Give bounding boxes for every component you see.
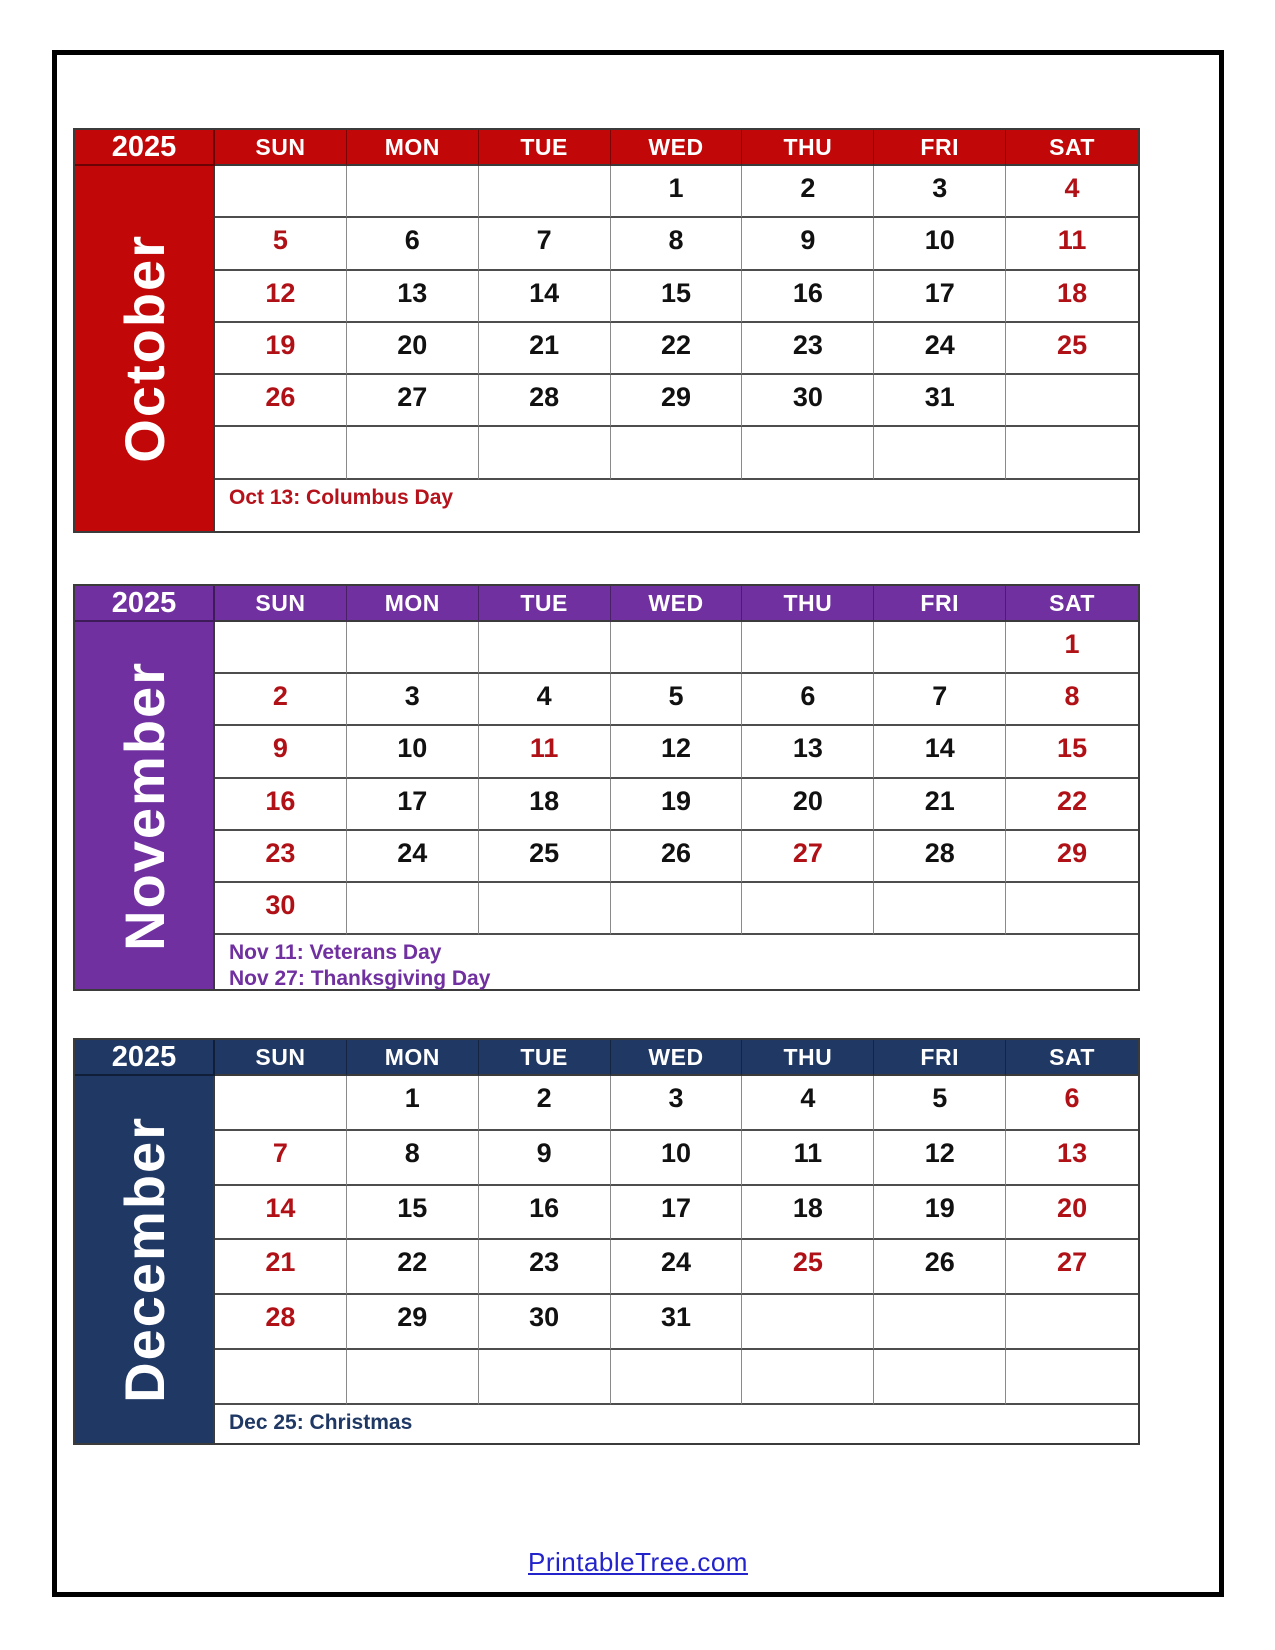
empty-date-cell	[611, 883, 743, 935]
date-cell-october-12: 12	[215, 271, 347, 323]
date-cell-october-4: 4	[1006, 166, 1138, 218]
weekday-header-tue: TUE	[479, 1040, 611, 1076]
date-cell-december-5: 5	[874, 1076, 1006, 1131]
empty-date-cell	[874, 427, 1006, 479]
empty-date-cell	[347, 427, 479, 479]
empty-date-cell	[479, 622, 611, 674]
date-cell-november-10: 10	[347, 726, 479, 778]
date-cell-december-2: 2	[479, 1076, 611, 1131]
empty-date-cell	[742, 1295, 874, 1350]
year-label: 2025	[75, 1040, 215, 1076]
weekday-header-tue: TUE	[479, 586, 611, 622]
empty-date-cell	[479, 883, 611, 935]
date-cell-november-12: 12	[611, 726, 743, 778]
date-cell-december-31: 31	[611, 1295, 743, 1350]
empty-date-cell	[1006, 1350, 1138, 1405]
empty-date-cell	[215, 622, 347, 674]
weekday-header-fri: FRI	[874, 586, 1006, 622]
year-label: 2025	[75, 130, 215, 166]
month-band	[75, 1076, 215, 1443]
date-cell-december-4: 4	[742, 1076, 874, 1131]
holiday-notes	[215, 480, 1138, 531]
date-cell-november-9: 9	[215, 726, 347, 778]
month-name: November	[112, 660, 176, 951]
empty-date-cell	[479, 427, 611, 479]
empty-date-cell	[611, 1350, 743, 1405]
month-band	[75, 166, 215, 531]
empty-date-cell	[1006, 1295, 1138, 1350]
empty-date-cell	[479, 166, 611, 218]
empty-date-cell	[874, 622, 1006, 674]
date-cell-october-29: 29	[611, 375, 743, 427]
date-cell-december-6: 6	[1006, 1076, 1138, 1131]
empty-date-cell	[215, 1076, 347, 1131]
date-cell-october-11: 11	[1006, 218, 1138, 270]
footer	[57, 1547, 1219, 1578]
date-cell-december-10: 10	[611, 1131, 743, 1186]
date-cell-november-28: 28	[874, 831, 1006, 883]
weekday-header-mon: MON	[347, 130, 479, 166]
date-cell-october-6: 6	[347, 218, 479, 270]
date-cell-november-5: 5	[611, 674, 743, 726]
date-cell-december-7: 7	[215, 1131, 347, 1186]
date-cell-october-22: 22	[611, 323, 743, 375]
date-cell-december-29: 29	[347, 1295, 479, 1350]
date-cell-december-14: 14	[215, 1186, 347, 1241]
printabletree-link[interactable]: PrintableTree.com	[528, 1547, 748, 1577]
date-cell-november-22: 22	[1006, 779, 1138, 831]
weekday-header-sun: SUN	[215, 130, 347, 166]
weekday-header-wed: WED	[611, 1040, 743, 1076]
date-cell-december-27: 27	[1006, 1240, 1138, 1295]
empty-date-cell	[347, 883, 479, 935]
date-cell-november-18: 18	[479, 779, 611, 831]
date-cell-november-19: 19	[611, 779, 743, 831]
date-cell-december-8: 8	[347, 1131, 479, 1186]
date-cell-november-15: 15	[1006, 726, 1138, 778]
date-cell-october-31: 31	[874, 375, 1006, 427]
date-cell-october-14: 14	[479, 271, 611, 323]
date-cell-october-28: 28	[479, 375, 611, 427]
weekday-header-thu: THU	[742, 586, 874, 622]
date-cell-november-27: 27	[742, 831, 874, 883]
month-name: December	[112, 1115, 176, 1403]
holiday-note: Nov 27: Thanksgiving Day	[229, 967, 491, 991]
date-cell-december-13: 13	[1006, 1131, 1138, 1186]
date-cell-november-26: 26	[611, 831, 743, 883]
weekday-header-wed: WED	[611, 586, 743, 622]
date-cell-october-5: 5	[215, 218, 347, 270]
date-cell-november-14: 14	[874, 726, 1006, 778]
date-cell-october-25: 25	[1006, 323, 1138, 375]
date-cell-november-11: 11	[479, 726, 611, 778]
year-label: 2025	[75, 586, 215, 622]
empty-date-cell	[347, 166, 479, 218]
date-cell-october-27: 27	[347, 375, 479, 427]
date-cell-october-1: 1	[611, 166, 743, 218]
date-cell-december-19: 19	[874, 1186, 1006, 1241]
date-cell-december-16: 16	[479, 1186, 611, 1241]
date-cell-october-7: 7	[479, 218, 611, 270]
date-cell-october-10: 10	[874, 218, 1006, 270]
empty-date-cell	[1006, 375, 1138, 427]
date-cell-december-18: 18	[742, 1186, 874, 1241]
date-cell-november-25: 25	[479, 831, 611, 883]
date-cell-december-11: 11	[742, 1131, 874, 1186]
date-cell-december-23: 23	[479, 1240, 611, 1295]
month-band	[75, 622, 215, 989]
date-cell-october-24: 24	[874, 323, 1006, 375]
month-block-december	[73, 1038, 1140, 1445]
empty-date-cell	[742, 1350, 874, 1405]
date-cell-november-16: 16	[215, 779, 347, 831]
weekday-header-mon: MON	[347, 1040, 479, 1076]
weekday-header-tue: TUE	[479, 130, 611, 166]
date-cell-december-28: 28	[215, 1295, 347, 1350]
empty-date-cell	[1006, 427, 1138, 479]
weekday-header-sat: SAT	[1006, 586, 1138, 622]
holiday-notes	[215, 935, 1138, 989]
weekday-header-thu: THU	[742, 1040, 874, 1076]
weekday-header-mon: MON	[347, 586, 479, 622]
date-cell-october-16: 16	[742, 271, 874, 323]
empty-date-cell	[215, 1350, 347, 1405]
date-cell-december-3: 3	[611, 1076, 743, 1131]
date-cell-december-17: 17	[611, 1186, 743, 1241]
date-cell-november-1: 1	[1006, 622, 1138, 674]
date-cell-december-1: 1	[347, 1076, 479, 1131]
date-cell-november-30: 30	[215, 883, 347, 935]
date-cell-october-18: 18	[1006, 271, 1138, 323]
weekday-header-thu: THU	[742, 130, 874, 166]
date-cell-november-20: 20	[742, 779, 874, 831]
date-cell-december-22: 22	[347, 1240, 479, 1295]
date-cell-october-21: 21	[479, 323, 611, 375]
date-cell-november-29: 29	[1006, 831, 1138, 883]
date-cell-december-12: 12	[874, 1131, 1006, 1186]
empty-date-cell	[611, 427, 743, 479]
date-cell-november-21: 21	[874, 779, 1006, 831]
empty-date-cell	[874, 883, 1006, 935]
empty-date-cell	[742, 427, 874, 479]
weekday-header-wed: WED	[611, 130, 743, 166]
date-cell-november-8: 8	[1006, 674, 1138, 726]
empty-date-cell	[742, 883, 874, 935]
holiday-note: Nov 11: Veterans Day	[229, 941, 442, 965]
date-cell-december-21: 21	[215, 1240, 347, 1295]
weekday-header-sun: SUN	[215, 1040, 347, 1076]
date-cell-december-24: 24	[611, 1240, 743, 1295]
date-cell-october-30: 30	[742, 375, 874, 427]
calendar-page	[52, 50, 1224, 1597]
empty-date-cell	[347, 622, 479, 674]
empty-date-cell	[347, 1350, 479, 1405]
date-cell-december-9: 9	[479, 1131, 611, 1186]
month-block-november	[73, 584, 1140, 991]
date-cell-november-3: 3	[347, 674, 479, 726]
empty-date-cell	[1006, 883, 1138, 935]
date-cell-october-20: 20	[347, 323, 479, 375]
empty-date-cell	[742, 622, 874, 674]
date-cell-october-26: 26	[215, 375, 347, 427]
date-cell-october-15: 15	[611, 271, 743, 323]
date-cell-december-25: 25	[742, 1240, 874, 1295]
date-cell-october-13: 13	[347, 271, 479, 323]
weekday-header-sat: SAT	[1006, 1040, 1138, 1076]
empty-date-cell	[611, 622, 743, 674]
month-block-october	[73, 128, 1140, 533]
date-cell-october-19: 19	[215, 323, 347, 375]
date-cell-november-13: 13	[742, 726, 874, 778]
empty-date-cell	[874, 1350, 1006, 1405]
date-cell-november-24: 24	[347, 831, 479, 883]
weekday-header-fri: FRI	[874, 1040, 1006, 1076]
date-cell-december-20: 20	[1006, 1186, 1138, 1241]
date-cell-november-2: 2	[215, 674, 347, 726]
weekday-header-fri: FRI	[874, 130, 1006, 166]
date-cell-november-6: 6	[742, 674, 874, 726]
holiday-note: Oct 13: Columbus Day	[229, 485, 454, 509]
date-cell-october-8: 8	[611, 218, 743, 270]
date-cell-december-30: 30	[479, 1295, 611, 1350]
empty-date-cell	[479, 1350, 611, 1405]
date-cell-november-17: 17	[347, 779, 479, 831]
date-cell-october-9: 9	[742, 218, 874, 270]
date-cell-october-23: 23	[742, 323, 874, 375]
date-cell-november-7: 7	[874, 674, 1006, 726]
weekday-header-sat: SAT	[1006, 130, 1138, 166]
date-cell-december-26: 26	[874, 1240, 1006, 1295]
date-cell-october-17: 17	[874, 271, 1006, 323]
holiday-note: Dec 25: Christmas	[229, 1410, 413, 1434]
date-cell-october-3: 3	[874, 166, 1006, 218]
date-cell-november-23: 23	[215, 831, 347, 883]
date-cell-october-2: 2	[742, 166, 874, 218]
date-cell-november-4: 4	[479, 674, 611, 726]
holiday-notes	[215, 1405, 1138, 1443]
weekday-header-sun: SUN	[215, 586, 347, 622]
empty-date-cell	[215, 166, 347, 218]
date-cell-december-15: 15	[347, 1186, 479, 1241]
month-name: October	[112, 234, 176, 463]
empty-date-cell	[874, 1295, 1006, 1350]
empty-date-cell	[215, 427, 347, 479]
